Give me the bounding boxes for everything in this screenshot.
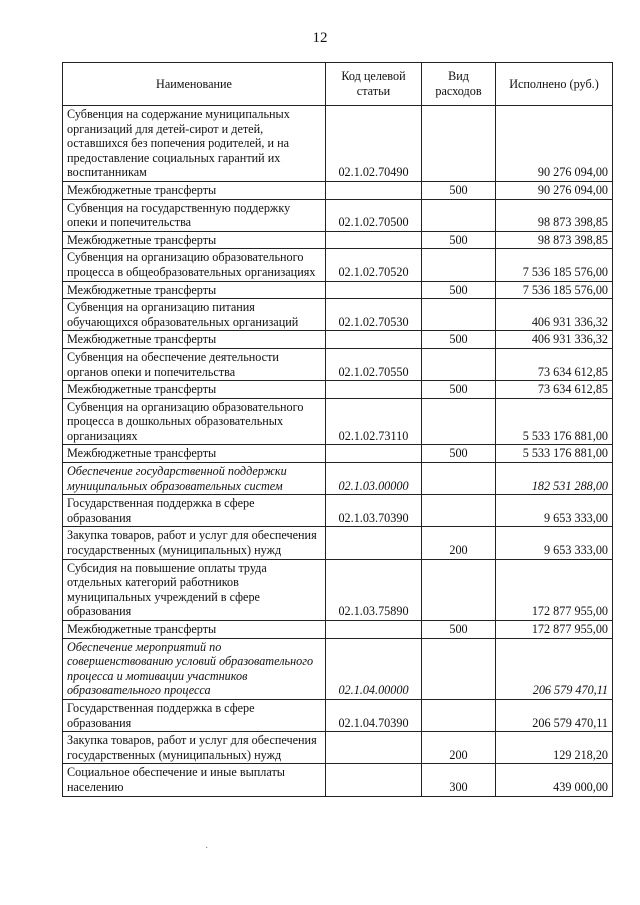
cell-name: Межбюджетные трансферты (63, 331, 326, 349)
cell-amount: 172 877 955,00 (496, 621, 613, 639)
table-header-row (63, 63, 613, 106)
table-row (63, 495, 613, 527)
cell-amount: 5 533 176 881,00 (496, 445, 613, 463)
cell-amount: 98 873 398,85 (496, 231, 613, 249)
table-row (63, 181, 613, 199)
cell-type: 200 (422, 732, 496, 764)
cell-name: Межбюджетные трансферты (63, 381, 326, 399)
budget-execution-table (62, 62, 613, 797)
cell-type (422, 199, 496, 231)
cell-name: Межбюджетные трансферты (63, 621, 326, 639)
cell-name: Государственная поддержка в сфере образования (63, 495, 326, 527)
table-row (63, 231, 613, 249)
header-name: Наименование (63, 63, 326, 106)
cell-amount: 129 218,20 (496, 732, 613, 764)
cell-amount: 206 579 470,11 (496, 638, 613, 699)
page-number: 12 (312, 30, 328, 46)
cell-name: Государственная поддержка в сфере образования (63, 699, 326, 731)
cell-code: 02.1.02.70550 (326, 348, 422, 380)
table-row (63, 699, 613, 731)
cell-code: 02.1.02.70520 (326, 249, 422, 281)
cell-type (422, 559, 496, 620)
cell-code (326, 181, 422, 199)
cell-code: 02.1.03.70390 (326, 495, 422, 527)
table-row (63, 106, 613, 182)
table-row (63, 638, 613, 699)
cell-amount: 406 931 336,32 (496, 331, 613, 349)
cell-type: 500 (422, 445, 496, 463)
cell-type: 500 (422, 621, 496, 639)
table-row (63, 621, 613, 639)
cell-type: 500 (422, 331, 496, 349)
cell-type (422, 398, 496, 445)
cell-code (326, 381, 422, 399)
table-row (63, 398, 613, 445)
table-body (63, 106, 613, 797)
table-row (63, 348, 613, 380)
cell-type (422, 699, 496, 731)
cell-amount: 172 877 955,00 (496, 559, 613, 620)
cell-amount: 206 579 470,11 (496, 699, 613, 731)
cell-name: Субсидия на повышение оплаты труда отдельных категорий работников муниципальных учреждений в сфере образования (63, 559, 326, 620)
cell-amount: 9 653 333,00 (496, 495, 613, 527)
table-row (63, 559, 613, 620)
table-row (63, 463, 613, 495)
cell-type: 500 (422, 381, 496, 399)
table-row (63, 331, 613, 349)
cell-type (422, 495, 496, 527)
cell-type (422, 106, 496, 182)
cell-name: Межбюджетные трансферты (63, 281, 326, 299)
cell-type (422, 249, 496, 281)
cell-name: Субвенция на организацию питания обучающихся образовательных организаций (63, 299, 326, 331)
table-row (63, 527, 613, 559)
cell-type (422, 299, 496, 331)
cell-code: 02.1.04.00000 (326, 638, 422, 699)
header-code: Код целевой статьи (326, 63, 422, 106)
cell-amount: 182 531 288,00 (496, 463, 613, 495)
cell-amount: 5 533 176 881,00 (496, 398, 613, 445)
cell-code: 02.1.02.70530 (326, 299, 422, 331)
table-row (63, 445, 613, 463)
cell-name: Субвенция на государственную поддержку опеки и попечительства (63, 199, 326, 231)
cell-code: 02.1.02.70500 (326, 199, 422, 231)
cell-type: 500 (422, 181, 496, 199)
cell-amount: 7 536 185 576,00 (496, 281, 613, 299)
cell-code: 02.1.02.73110 (326, 398, 422, 445)
cell-code (326, 621, 422, 639)
cell-code: 02.1.04.70390 (326, 699, 422, 731)
table-row (63, 281, 613, 299)
table-row (63, 732, 613, 764)
cell-code (326, 331, 422, 349)
cell-code: 02.1.03.00000 (326, 463, 422, 495)
table-row (63, 299, 613, 331)
scan-speck: · (205, 843, 209, 854)
cell-amount: 73 634 612,85 (496, 348, 613, 380)
cell-amount: 98 873 398,85 (496, 199, 613, 231)
cell-code (326, 231, 422, 249)
cell-amount: 439 000,00 (496, 764, 613, 796)
cell-name: Межбюджетные трансферты (63, 445, 326, 463)
cell-name: Закупка товаров, работ и услуг для обеспечения государственных (муниципальных) нужд (63, 732, 326, 764)
table-row (63, 381, 613, 399)
header-type: Вид расходов (422, 63, 496, 106)
cell-name: Обеспечение мероприятий по совершенствованию условий образовательного процесса и мотивации участников образовательного процесса (63, 638, 326, 699)
header-amount: Исполнено (руб.) (496, 63, 613, 106)
cell-amount: 73 634 612,85 (496, 381, 613, 399)
cell-type (422, 463, 496, 495)
cell-name: Межбюджетные трансферты (63, 231, 326, 249)
cell-type (422, 348, 496, 380)
table-row (63, 249, 613, 281)
cell-code: 02.1.03.75890 (326, 559, 422, 620)
cell-type: 500 (422, 231, 496, 249)
cell-code (326, 527, 422, 559)
table-row (63, 199, 613, 231)
cell-name: Субвенция на обеспечение деятельности органов опеки и попечительства (63, 348, 326, 380)
cell-name: Обеспечение государственной поддержки муниципальных образовательных систем (63, 463, 326, 495)
cell-type: 500 (422, 281, 496, 299)
cell-name: Субвенция на организацию образовательного процесса в общеобразовательных организациях (63, 249, 326, 281)
cell-name: Субвенция на содержание муниципальных организаций для детей-сирот и детей, оставшихся без попечения родителей, и на предоставление социальных гарантий их воспитанникам (63, 106, 326, 182)
cell-name: Субвенция на организацию образовательного процесса в дошкольных образовательных организациях (63, 398, 326, 445)
cell-name: Межбюджетные трансферты (63, 181, 326, 199)
table-row (63, 764, 613, 796)
cell-code (326, 281, 422, 299)
cell-name: Социальное обеспечение и иные выплаты населению (63, 764, 326, 796)
cell-amount: 9 653 333,00 (496, 527, 613, 559)
cell-type: 300 (422, 764, 496, 796)
cell-amount: 90 276 094,00 (496, 181, 613, 199)
cell-code (326, 445, 422, 463)
cell-code (326, 732, 422, 764)
cell-code (326, 764, 422, 796)
cell-type: 200 (422, 527, 496, 559)
cell-amount: 7 536 185 576,00 (496, 249, 613, 281)
cell-amount: 406 931 336,32 (496, 299, 613, 331)
cell-name: Закупка товаров, работ и услуг для обеспечения государственных (муниципальных) нужд (63, 527, 326, 559)
cell-amount: 90 276 094,00 (496, 106, 613, 182)
cell-code: 02.1.02.70490 (326, 106, 422, 182)
cell-type (422, 638, 496, 699)
